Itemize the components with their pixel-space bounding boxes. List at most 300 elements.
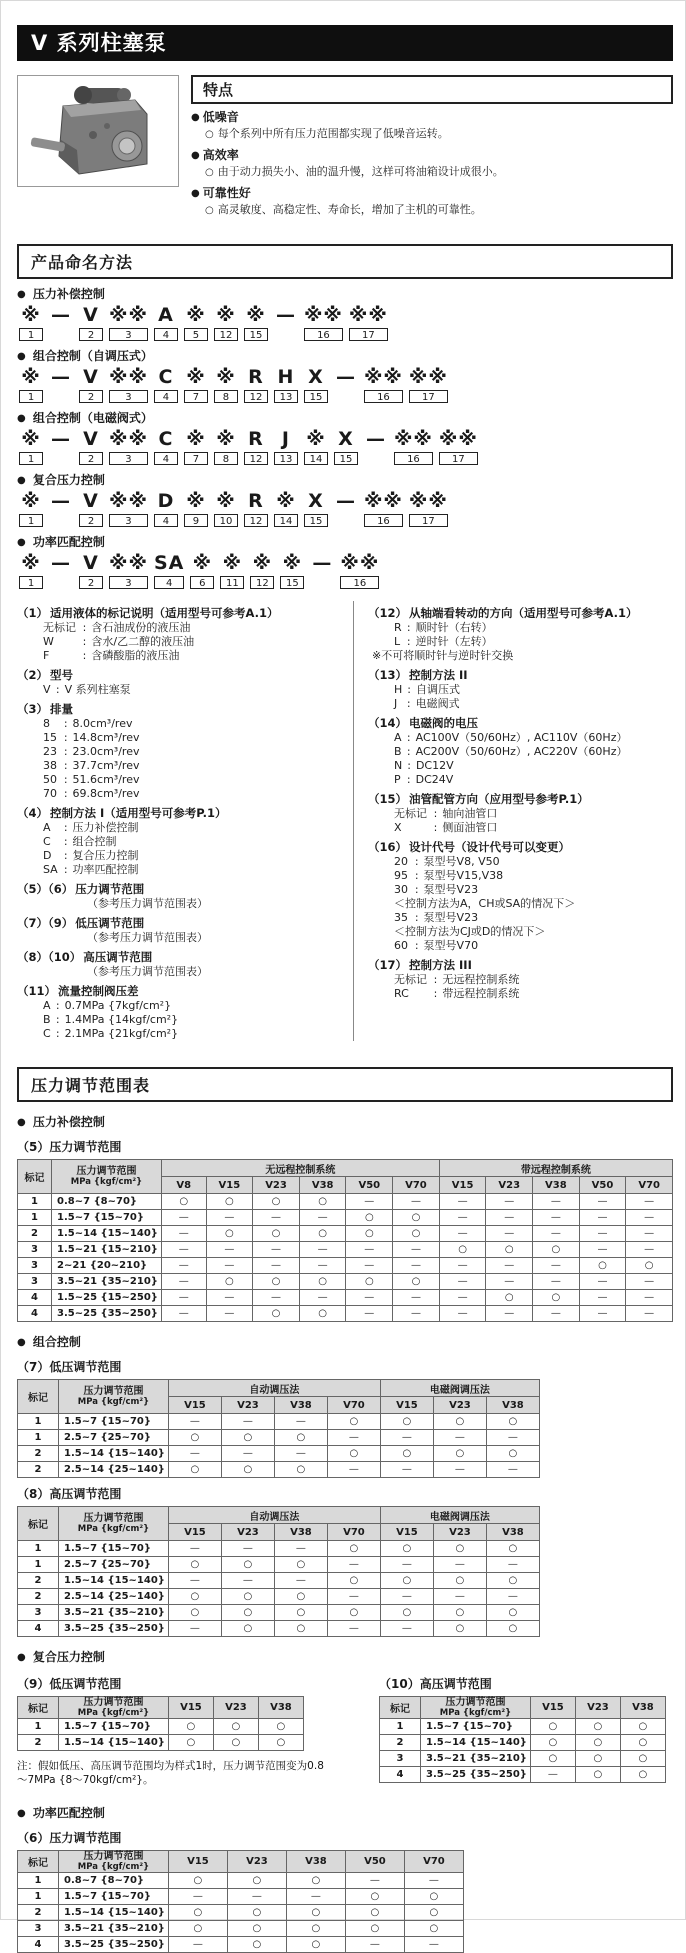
definition-entry (43, 863, 347, 877)
entry-value: 泵型号V23 (423, 911, 479, 924)
availability-cell: ○ (327, 1573, 380, 1589)
entry-colon: : (414, 911, 419, 924)
position-number-box: 7 (184, 452, 208, 465)
entry-key: J (394, 697, 398, 710)
availability-cell: — (626, 1274, 673, 1290)
mark-cell: 4 (18, 1306, 52, 1322)
code-symbol: — (51, 490, 71, 512)
table-row (18, 1430, 540, 1446)
pump-model-header: V70 (626, 1177, 673, 1194)
system-group-header: 带远程控制系统 (439, 1160, 672, 1177)
mark-cell: 4 (18, 1290, 52, 1306)
code-symbol: ※※ (363, 490, 403, 512)
code-token (304, 366, 328, 403)
range-cell: 1.5~14 {15~140} (59, 1905, 169, 1921)
availability-cell: ○ (486, 1446, 539, 1462)
definition-entry (394, 807, 673, 821)
features-heading: 特点 (191, 75, 673, 104)
entry-colon: : (433, 821, 438, 834)
code-symbol: ※※ (340, 552, 380, 574)
availability-cell: ○ (327, 1605, 380, 1621)
range-cell: 1.5~25 {15~250} (52, 1290, 162, 1306)
range-cell: 2.5~14 {25~140} (59, 1589, 169, 1605)
circle-dot-icon: ○ (205, 205, 214, 216)
availability-cell: — (380, 1430, 433, 1446)
naming-group-label (17, 348, 673, 365)
definition-entry (43, 649, 347, 663)
code-symbol: H (277, 366, 295, 388)
availability-cell: — (486, 1258, 533, 1274)
table-label: （10）高压调节范围 (379, 1677, 492, 1691)
availability-cell: ○ (286, 1921, 345, 1937)
availability-cell: ○ (486, 1541, 539, 1557)
mark-cell: 1 (380, 1719, 421, 1735)
mark-cell: 2 (380, 1735, 421, 1751)
definition-entry (394, 911, 673, 925)
availability-cell: — (439, 1210, 486, 1226)
code-symbol: ※ (21, 366, 41, 388)
range-column-header (421, 1697, 531, 1719)
definition-entry (43, 621, 347, 635)
table-row (18, 1937, 464, 1953)
range-header-line2: MPa {kgf/cm²} (77, 1397, 150, 1407)
position-number-box: 3 (109, 576, 148, 589)
pump-model-header: V15 (168, 1397, 221, 1414)
control-type-label (17, 1805, 673, 1822)
availability-cell: ○ (327, 1446, 380, 1462)
position-number-box: 16 (340, 576, 379, 589)
model-code-line (19, 552, 673, 589)
mark-cell: 1 (18, 1557, 59, 1573)
availability-cell: — (161, 1290, 206, 1306)
availability-cell: ○ (620, 1751, 665, 1767)
availability-cell: — (345, 1873, 404, 1889)
entry-key: N (394, 759, 403, 772)
mark-cell: 3 (18, 1274, 52, 1290)
feature-item (191, 109, 673, 142)
pump-illustration (23, 80, 173, 182)
availability-cell: — (206, 1210, 253, 1226)
availability-cell: ○ (433, 1414, 486, 1430)
range-cell: 3.5~25 {35~250} (421, 1767, 531, 1783)
entry-key: 95 (394, 869, 408, 882)
code-symbol: ※※ (438, 428, 478, 450)
pump-model-header: V70 (404, 1851, 463, 1873)
entry-value: 23.0cm³/rev (72, 745, 140, 758)
pump-model-header: V15 (168, 1697, 213, 1719)
availability-cell: ○ (346, 1226, 393, 1242)
availability-cell: ○ (327, 1414, 380, 1430)
range-cell: 3.5~25 {35~250} (59, 1937, 169, 1953)
definition-title-text: 流量控制阀压差 (58, 984, 139, 998)
entry-value: 侧面油管口 (442, 821, 498, 834)
table-row (18, 1889, 464, 1905)
availability-cell: ○ (274, 1557, 327, 1573)
mark-column-header: 标记 (18, 1507, 59, 1541)
table-body (18, 1194, 673, 1322)
range-cell: 2~21 {20~210} (52, 1258, 162, 1274)
code-symbol: ※ (216, 428, 236, 450)
definition-entry (43, 731, 347, 745)
mark-column-header: 标记 (18, 1160, 52, 1194)
model-code-line (19, 490, 673, 527)
code-token (154, 490, 178, 527)
pump-model-header: V23 (433, 1524, 486, 1541)
definition-title (17, 916, 347, 931)
entry-value: 泵型号V23 (423, 883, 479, 896)
entry-key: H (394, 683, 403, 696)
position-number-box: 15 (280, 576, 304, 589)
code-symbol: ※ (186, 366, 206, 388)
header-row (380, 1697, 666, 1719)
availability-cell: — (393, 1194, 440, 1210)
availability-cell: ○ (227, 1873, 286, 1889)
bullet-dot-icon: ● (17, 289, 26, 300)
mark-cell: 2 (18, 1735, 59, 1751)
availability-cell: ○ (533, 1242, 580, 1258)
bullet-dot-icon: ● (17, 1808, 26, 1819)
availability-cell: — (161, 1242, 206, 1258)
feature-description-line (205, 126, 673, 142)
definition-title (17, 702, 347, 717)
position-number-box: 16 (304, 328, 343, 341)
position-number-box: 1 (19, 452, 43, 465)
code-token (109, 552, 148, 589)
entry-colon: : (63, 849, 68, 862)
entry-key: SA (43, 863, 58, 876)
definition-title-text: 高压调节范围 (83, 950, 153, 964)
availability-cell: ○ (575, 1751, 620, 1767)
table-label: （6）压力调节范围 (17, 1831, 122, 1845)
position-number-box: 14 (304, 452, 328, 465)
availability-cell: — (380, 1621, 433, 1637)
availability-cell: — (393, 1242, 440, 1258)
code-token (49, 366, 73, 403)
naming-groups (17, 286, 673, 589)
availability-cell: ○ (433, 1605, 486, 1621)
code-token (439, 428, 478, 465)
definition-entry (43, 999, 347, 1013)
range-cell: 1.5~7 {15~70} (59, 1719, 169, 1735)
definition-entry (43, 683, 347, 697)
entry-colon: : (414, 855, 419, 868)
code-token (394, 428, 433, 465)
range-cell: 0.8~7 {8~70} (59, 1873, 169, 1889)
pump-model-header: V38 (620, 1697, 665, 1719)
availability-cell: — (439, 1274, 486, 1290)
code-symbol: ※ (21, 552, 41, 574)
availability-cell: — (626, 1242, 673, 1258)
definition-title-text: 压力调节范围 (75, 882, 145, 896)
table-label: （5）压力调节范围 (17, 1140, 122, 1154)
availability-cell: ○ (346, 1274, 393, 1290)
mark-cell: 2 (18, 1905, 59, 1921)
mark-column-header: 标记 (380, 1697, 421, 1719)
pump-model-header: V8 (161, 1177, 206, 1194)
availability-cell: — (168, 1446, 221, 1462)
entry-key: 50 (43, 773, 57, 786)
mark-column-header: 标记 (18, 1380, 59, 1414)
table-row (18, 1194, 673, 1210)
range-cell: 3.5~21 {35~210} (421, 1751, 531, 1767)
code-symbol: ※※ (109, 490, 148, 512)
code-symbol: J (281, 428, 290, 450)
definition-item (368, 716, 673, 787)
availability-cell: ○ (299, 1194, 346, 1210)
definition-item (368, 958, 673, 1001)
position-number-box: 4 (154, 390, 178, 403)
availability-cell: — (626, 1210, 673, 1226)
availability-cell: — (168, 1414, 221, 1430)
entry-colon: : (433, 807, 438, 820)
entry-value: 8.0cm³/rev (72, 717, 133, 730)
availability-cell: — (486, 1306, 533, 1322)
feature-title: 高效率 (202, 148, 239, 162)
entry-value: 泵型号V8, V50 (423, 855, 500, 868)
range-cell: 1.5~14 {15~140} (52, 1226, 162, 1242)
availability-cell: — (206, 1258, 253, 1274)
definition-entry (394, 759, 673, 773)
position-number-box: 1 (19, 576, 43, 589)
code-symbol: ※ (21, 304, 41, 326)
availability-cell: ○ (258, 1719, 303, 1735)
availability-cell: ○ (433, 1446, 486, 1462)
availability-cell: ○ (345, 1921, 404, 1937)
code-token (334, 490, 358, 527)
availability-cell: ○ (227, 1937, 286, 1953)
code-token (79, 428, 103, 465)
availability-cell: ○ (206, 1194, 253, 1210)
table-label: （8）高压调节范围 (17, 1487, 122, 1501)
pump-model-header: V38 (286, 1851, 345, 1873)
entry-key: 无标记 (394, 807, 427, 820)
definition-item (368, 606, 673, 663)
entry-colon: : (414, 883, 419, 896)
table-body (380, 1719, 666, 1783)
code-token (304, 490, 328, 527)
definition-item (17, 984, 347, 1041)
pump-model-header: V23 (253, 1177, 300, 1194)
definition-item (368, 792, 673, 835)
range-cell: 3.5~21 {35~210} (52, 1274, 162, 1290)
definition-entry (394, 987, 673, 1001)
availability-cell: ○ (620, 1735, 665, 1751)
naming-group-label-text: 组合控制（自调压式） (28, 349, 153, 363)
table-body (18, 1873, 464, 1953)
availability-cell: — (486, 1589, 539, 1605)
availability-cell: — (346, 1258, 393, 1274)
code-symbol: D (157, 490, 175, 512)
entry-colon: : (406, 635, 411, 648)
code-symbol: ※※ (408, 366, 448, 388)
circle-dot-icon: ○ (205, 167, 214, 178)
availability-cell: ○ (274, 1430, 327, 1446)
entry-colon: : (55, 683, 60, 696)
entry-colon: : (63, 835, 68, 848)
availability-cell: ○ (486, 1605, 539, 1621)
mark-cell: 2 (18, 1462, 59, 1478)
mark-cell: 1 (18, 1210, 52, 1226)
position-number-box: 16 (394, 452, 433, 465)
definition-title-text: 设计代号（设计代号可以变更） (409, 840, 571, 854)
entry-key: 无标记 (43, 621, 76, 634)
definition-note: ＜控制方法为A，CH或SA的情况下＞ (394, 897, 576, 910)
catalog-page (1, 1, 685, 1953)
availability-cell: ○ (345, 1889, 404, 1905)
definition-number: （4） (17, 806, 49, 820)
entry-colon: : (63, 821, 68, 834)
position-number-box: 4 (154, 452, 178, 465)
entry-value: 复合压力控制 (72, 849, 139, 862)
availability-cell: — (433, 1557, 486, 1573)
availability-cell: ○ (404, 1921, 463, 1937)
entry-colon: : (63, 773, 68, 786)
availability-cell: ○ (168, 1719, 213, 1735)
entry-key: W (43, 635, 54, 648)
definition-title-text: 控制方法 II (409, 668, 468, 682)
code-token (310, 552, 334, 589)
position-number-box: 3 (109, 514, 148, 527)
availability-cell: ○ (575, 1735, 620, 1751)
range-cell: 2.5~7 {25~70} (59, 1430, 169, 1446)
definition-note: （参考压力调节范围表） (87, 965, 208, 978)
position-number-box: 4 (154, 328, 178, 341)
availability-cell: ○ (299, 1274, 346, 1290)
availability-cell: ○ (168, 1589, 221, 1605)
definition-note: （参考压力调节范围表） (87, 897, 208, 910)
range-table (17, 1850, 464, 1953)
bullet-dot-icon: ● (191, 150, 200, 161)
definition-number: （15） (368, 792, 408, 806)
code-symbol: V (83, 490, 99, 512)
model-code-line (19, 366, 673, 403)
position-number-box: 2 (79, 576, 103, 589)
availability-cell: — (346, 1194, 393, 1210)
availability-cell: — (626, 1194, 673, 1210)
availability-cell: — (274, 1541, 327, 1557)
entry-key: 无标记 (394, 973, 427, 986)
availability-cell: — (486, 1194, 533, 1210)
range-header-line1: 压力调节范围 (445, 1697, 506, 1708)
availability-cell: — (439, 1306, 486, 1322)
definition-entry (43, 849, 347, 863)
availability-cell: — (161, 1258, 206, 1274)
definitions-right (353, 601, 673, 1041)
definition-entry (43, 745, 347, 759)
entry-key: L (394, 635, 401, 648)
header-row (18, 1697, 304, 1719)
feature-title: 可靠性好 (202, 186, 251, 200)
entry-key: 20 (394, 855, 408, 868)
code-symbol: — (335, 366, 356, 388)
availability-cell: — (168, 1889, 227, 1905)
definition-entry (43, 635, 347, 649)
availability-cell: — (253, 1210, 300, 1226)
availability-cell: ○ (530, 1719, 575, 1735)
availability-cell: ○ (221, 1605, 274, 1621)
availability-cell: ○ (380, 1414, 433, 1430)
code-token (214, 428, 238, 465)
availability-cell: ○ (439, 1242, 486, 1258)
code-token (214, 366, 238, 403)
entry-colon: : (407, 683, 411, 696)
entry-value: 带远程控制系统 (442, 987, 520, 1000)
position-number-box: 13 (274, 452, 298, 465)
definition-title (17, 606, 347, 621)
availability-cell: ○ (346, 1210, 393, 1226)
mark-cell: 3 (18, 1258, 52, 1274)
position-number-box: 4 (154, 576, 184, 589)
availability-cell: ○ (274, 1589, 327, 1605)
entry-value: 轴向油管口 (442, 807, 498, 820)
definition-entry (394, 773, 673, 787)
code-token (154, 428, 178, 465)
code-symbol: — (312, 552, 333, 574)
code-token (340, 552, 379, 589)
availability-cell: — (404, 1937, 463, 1953)
range-table (379, 1696, 666, 1783)
naming-group-label (17, 534, 673, 551)
range-cell: 1.5~7 {15~70} (59, 1414, 169, 1430)
mark-cell: 4 (18, 1937, 59, 1953)
mark-cell: 1 (18, 1719, 59, 1735)
definition-item (17, 916, 347, 945)
position-number-box: 12 (244, 452, 268, 465)
range-cell: 2.5~7 {25~70} (59, 1557, 169, 1573)
entry-colon: : (433, 987, 438, 1000)
code-token (349, 304, 388, 341)
availability-cell: ○ (575, 1719, 620, 1735)
availability-cell: — (579, 1194, 626, 1210)
mark-column-header: 标记 (18, 1851, 59, 1873)
definition-entry (394, 635, 673, 649)
position-number-box: 15 (304, 390, 328, 403)
definition-title (368, 716, 673, 731)
definition-entry (394, 697, 673, 711)
table-label: （7）低压调节范围 (17, 1360, 122, 1374)
availability-cell: ○ (221, 1430, 274, 1446)
entry-colon: : (406, 697, 411, 710)
code-token (109, 304, 148, 341)
table-row (18, 1541, 540, 1557)
naming-group-label-text: 功率匹配控制 (28, 535, 105, 549)
definition-note: ※不可将顺时针与逆时针交换 (372, 649, 514, 662)
page-title: V 系列柱塞泵 (17, 25, 673, 61)
pump-model-header: V23 (221, 1397, 274, 1414)
definition-number: （16） (368, 840, 408, 854)
code-symbol: SA (153, 552, 185, 574)
code-token (364, 366, 403, 403)
code-token (244, 304, 268, 341)
table-row (18, 1873, 464, 1889)
availability-cell: — (626, 1226, 673, 1242)
range-header-line1: 压力调节范围 (83, 1513, 144, 1524)
availability-cell: — (206, 1242, 253, 1258)
table-row (380, 1735, 666, 1751)
definition-entry (43, 717, 347, 731)
entry-key: A (394, 731, 402, 744)
availability-cell: — (161, 1306, 206, 1322)
availability-cell: — (221, 1541, 274, 1557)
definition-note: ＜控制方法为CJ或D的情况下＞ (394, 925, 546, 938)
table-row (18, 1226, 673, 1242)
pump-model-header: V15 (380, 1397, 433, 1414)
code-token (19, 490, 43, 527)
availability-cell: ○ (274, 1462, 327, 1478)
availability-cell: — (327, 1621, 380, 1637)
code-token (109, 490, 148, 527)
position-number-box: 2 (79, 328, 103, 341)
